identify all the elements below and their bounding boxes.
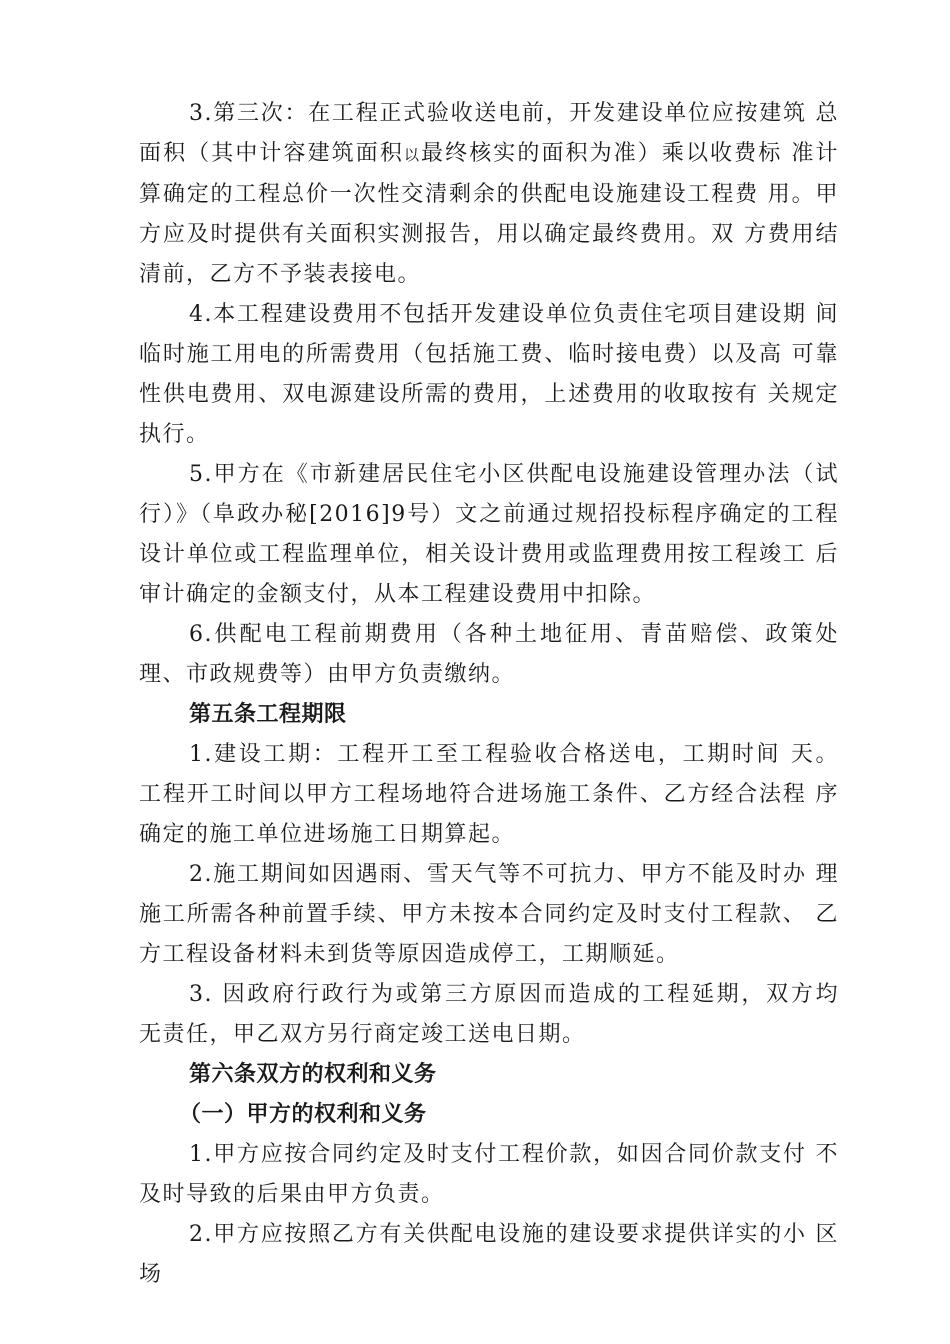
- paragraph-government-delay: 3. 因政府行政行为或第三方原因而造成的工程延期，双方均 无责任，甲乙双方另行商定竣工送电日期。: [139, 982, 839, 1047]
- paragraph-cost-exclusions: 4.本工程建设费用不包括开发建设单位负责住宅项目建设期 间临时施工用电的所需费用（包括施工费、临时接电费）以及高 可靠性供电费用、双电源建设所需的费用，上述费用的收取按有 关规定执行。: [139, 302, 839, 447]
- paragraph-text: 3.第三次：在工程正式验收送电前，开发建设单位应按建筑 总面积（其中计容建筑面积: [139, 101, 839, 166]
- paragraph-preliminary-fees: 6.供配电工程前期费用（各种土地征用、青苗赔偿、政策处 理、市政规费等）由甲方负责缴纳。: [139, 622, 839, 687]
- paragraph-third-payment: [139, 94, 839, 295]
- document-body: [139, 94, 839, 1295]
- paragraph-design-supervision-fees: 5.甲方在《市新建居民住宅小区供配电设施建设管理办法（试行）》（阜政办秘[2016]9号）文之前通过规招投标程序确定的工程设计单位或工程监理单位，相关设计费用或监理费用按工程竣工 后审计确定的金额支付，从本工程建设费用中扣除。: [139, 462, 839, 607]
- heading-article-6: 第六条双方的权利和义务: [189, 1062, 437, 1087]
- paragraph-construction-period: 1.建设工期：工程开工至工程验收合格送电，工期时间 天。 工程开工时间以甲方工程场地符合进场施工条件、乙方经合法程 序确定的施工单位进场施工日期算起。: [139, 742, 839, 847]
- paragraph-payment-obligation: 1.甲方应按合同约定及时支付工程价款，如因合同价款支付 不及时导致的后果由甲方负责。: [139, 1142, 839, 1207]
- heading-party-a-rights: （一）甲方的权利和义务: [179, 1102, 427, 1127]
- heading-article-5: 第五条工程期限: [189, 702, 347, 727]
- paragraph-small-text: 以: [403, 146, 422, 164]
- paragraph-site-information: 2.甲方应按照乙方有关供配电设施的建设要求提供详实的小 区场: [139, 1222, 839, 1287]
- paragraph-text: 最终核实的面积为准）乘以收费标 准计算确定的工程总价一次性交清剩余的供配电设施建设工程费 用。甲方应及时提供有关面积实测报告，用以确定最终费用。双 方费用结清前，乙方不予装表接电。: [139, 141, 839, 287]
- paragraph-force-majeure: 2.施工期间如因遇雨、雪天气等不可抗力、甲方不能及时办 理施工所需各种前置手续、甲方未按本合同约定及时支付工程款、 乙方工程设备材料未到货等原因造成停工，工期顺延。: [139, 862, 839, 967]
